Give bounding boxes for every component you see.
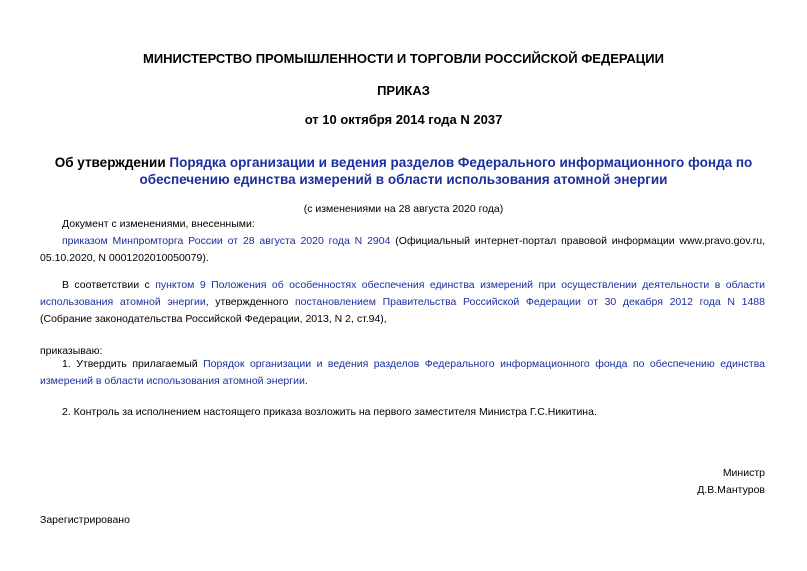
- item1-prefix: 1. Утвердить прилагаемый: [62, 358, 204, 370]
- order-word: приказываю:: [40, 345, 103, 357]
- ministry-name: МИНИСТЕРСТВО ПРОМЫШЛЕННОСТИ И ТОРГОВЛИ РОССИЙСКОЙ ФЕДЕРАЦИИ: [142, 51, 664, 66]
- procedure-link[interactable]: Порядок организации и ведения разделов Федерального информационного фонда по обеспечению единства измерений в области использования атомной энергии: [40, 358, 765, 387]
- item1-suffix: .: [304, 375, 308, 387]
- order-item-2: 2. Контроль за исполнением настоящего приказа возложить на первого заместителя Министра Г.С.Никитина.: [62, 406, 597, 418]
- basis-prefix: В соответствии с: [62, 279, 156, 291]
- document-heading: [40, 154, 767, 188]
- amendment-note: (с изменениями на 28 августа 2020 года): [303, 203, 504, 215]
- signatory-position: Министр: [722, 467, 765, 479]
- order-title: ПРИКАЗ: [377, 83, 430, 98]
- signatory-name: Д.В.Мантуров: [697, 484, 765, 496]
- amendment-source: (Официальный интернет-портал правовой информации www.pravo.gov.ru, 05.10.2020, N 0001202010050079).: [40, 235, 766, 264]
- signature-block: [697, 465, 765, 499]
- heading-procedure-link[interactable]: Порядка организации и ведения разделов Федерального информационного фонда по обеспечению единства измерений в области использования атомной энергии: [139, 155, 753, 187]
- heading-prefix: Об утверждении: [54, 155, 170, 170]
- amending-order-link[interactable]: приказом Минпромторга России от 28 августа 2020 года N 2904: [62, 235, 391, 247]
- basis-suffix: (Собрание законодательства Российской Федерации, 2013, N 2, ст.94),: [40, 313, 387, 325]
- government-decree-link[interactable]: постановлением Правительства Российской Федерации от 30 декабря 2012 года N 1488: [294, 296, 765, 308]
- order-item-1: [40, 356, 765, 390]
- amendment-intro: Документ с изменениями, внесенными:: [62, 218, 255, 230]
- amendment-source-paragraph: [40, 233, 765, 267]
- legal-basis-paragraph: [40, 277, 765, 328]
- basis-middle: , утвержденного: [205, 296, 295, 308]
- order-date: от 10 октября 2014 года N 2037: [304, 112, 503, 127]
- regulation-point-link[interactable]: пунктом 9 Положения об особенностях обеспечения единства измерений при осуществлении деятельности в области использования атомной энергии: [40, 279, 766, 308]
- registration-note: Зарегистрировано: [40, 514, 130, 526]
